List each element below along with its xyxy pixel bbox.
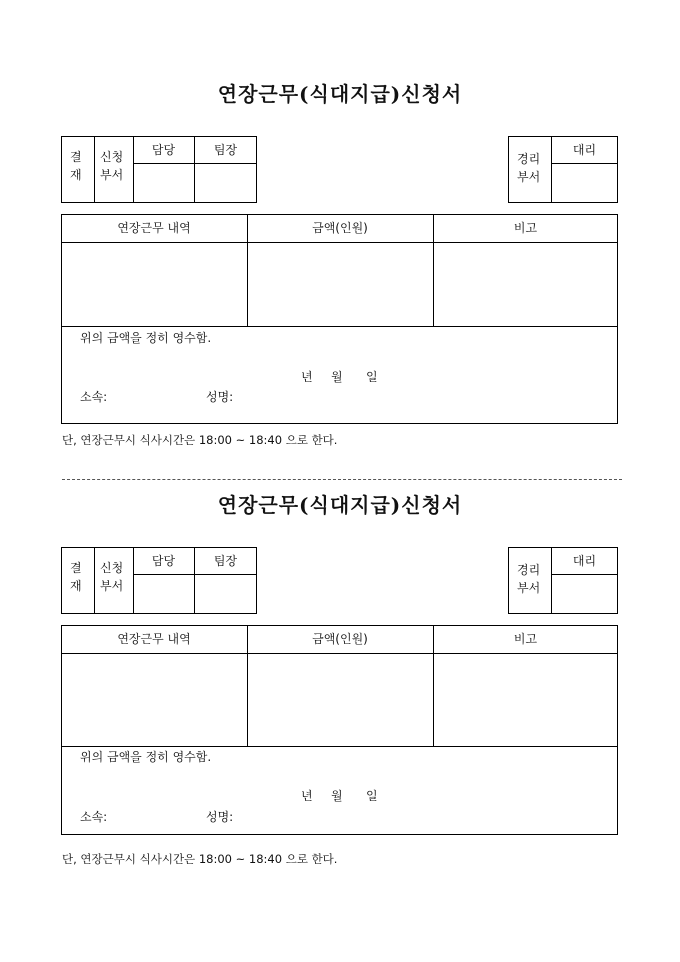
affiliation-label: 소속: xyxy=(80,390,108,404)
column-header: 비고 xyxy=(513,632,538,646)
approval-jae: 재 xyxy=(70,579,82,593)
approval-sign-cell[interactable] xyxy=(134,164,193,202)
remarks-cell[interactable] xyxy=(434,654,617,745)
note-text: 단, 연장근무시 식사시간은 18:00 ~ 18:40 으로 한다. xyxy=(62,852,338,866)
name-label: 성명: xyxy=(206,810,234,824)
page-title: 연장근무(식대지급)신청서 xyxy=(217,493,463,517)
receipt-text: 위의 금액을 정히 영수함. xyxy=(80,750,212,764)
approval-col-label: 담당 xyxy=(151,143,176,157)
approval-dept-top: 신청 xyxy=(100,561,124,575)
column-header: 금액(인원) xyxy=(312,221,368,235)
approval-dept-top: 신청 xyxy=(100,150,124,164)
approval-col-label: 팀장 xyxy=(213,143,238,157)
approval-sign-cell[interactable] xyxy=(134,575,193,613)
accounting-top: 경리 xyxy=(517,152,541,166)
date-month: 월 xyxy=(331,370,343,384)
column-header: 연장근무 내역 xyxy=(117,632,191,646)
approval-dept-bottom: 부서 xyxy=(100,579,124,593)
accounting-sign-cell[interactable] xyxy=(552,575,617,613)
affiliation-label: 소속: xyxy=(80,810,108,824)
note-text: 단, 연장근무시 식사시간은 18:00 ~ 18:40 으로 한다. xyxy=(62,433,338,447)
accounting-col-label: 대리 xyxy=(572,143,597,157)
approval-sign-cell[interactable] xyxy=(195,575,256,613)
column-header: 연장근무 내역 xyxy=(117,221,191,235)
column-header: 금액(인원) xyxy=(312,632,368,646)
approval-col-label: 담당 xyxy=(151,554,176,568)
overtime-detail-cell[interactable] xyxy=(62,243,246,325)
amount-cell[interactable] xyxy=(248,654,432,745)
accounting-bottom: 부서 xyxy=(517,170,541,184)
date-year: 년 xyxy=(301,789,313,803)
receipt-text: 위의 금액을 정히 영수함. xyxy=(80,331,212,345)
approval-gyeol: 결 xyxy=(70,150,82,164)
date-month: 월 xyxy=(331,789,343,803)
accounting-bottom: 부서 xyxy=(517,581,541,595)
accounting-col-label: 대리 xyxy=(572,554,597,568)
approval-dept-bottom: 부서 xyxy=(100,168,124,182)
approval-jae: 재 xyxy=(70,168,82,182)
form-1 xyxy=(0,0,680,447)
column-header: 비고 xyxy=(513,221,538,235)
amount-cell[interactable] xyxy=(248,243,432,325)
form-2 xyxy=(0,411,680,866)
overtime-detail-cell[interactable] xyxy=(62,654,246,745)
page-title: 연장근무(식대지급)신청서 xyxy=(217,82,463,106)
accounting-top: 경리 xyxy=(517,563,541,577)
accounting-sign-cell[interactable] xyxy=(552,164,617,202)
name-label: 성명: xyxy=(206,390,234,404)
date-year: 년 xyxy=(301,370,313,384)
approval-gyeol: 결 xyxy=(70,561,82,575)
remarks-cell[interactable] xyxy=(434,243,617,325)
approval-col-label: 팀장 xyxy=(213,554,238,568)
date-day: 일 xyxy=(366,370,378,384)
date-day: 일 xyxy=(366,789,378,803)
approval-sign-cell[interactable] xyxy=(195,164,256,202)
